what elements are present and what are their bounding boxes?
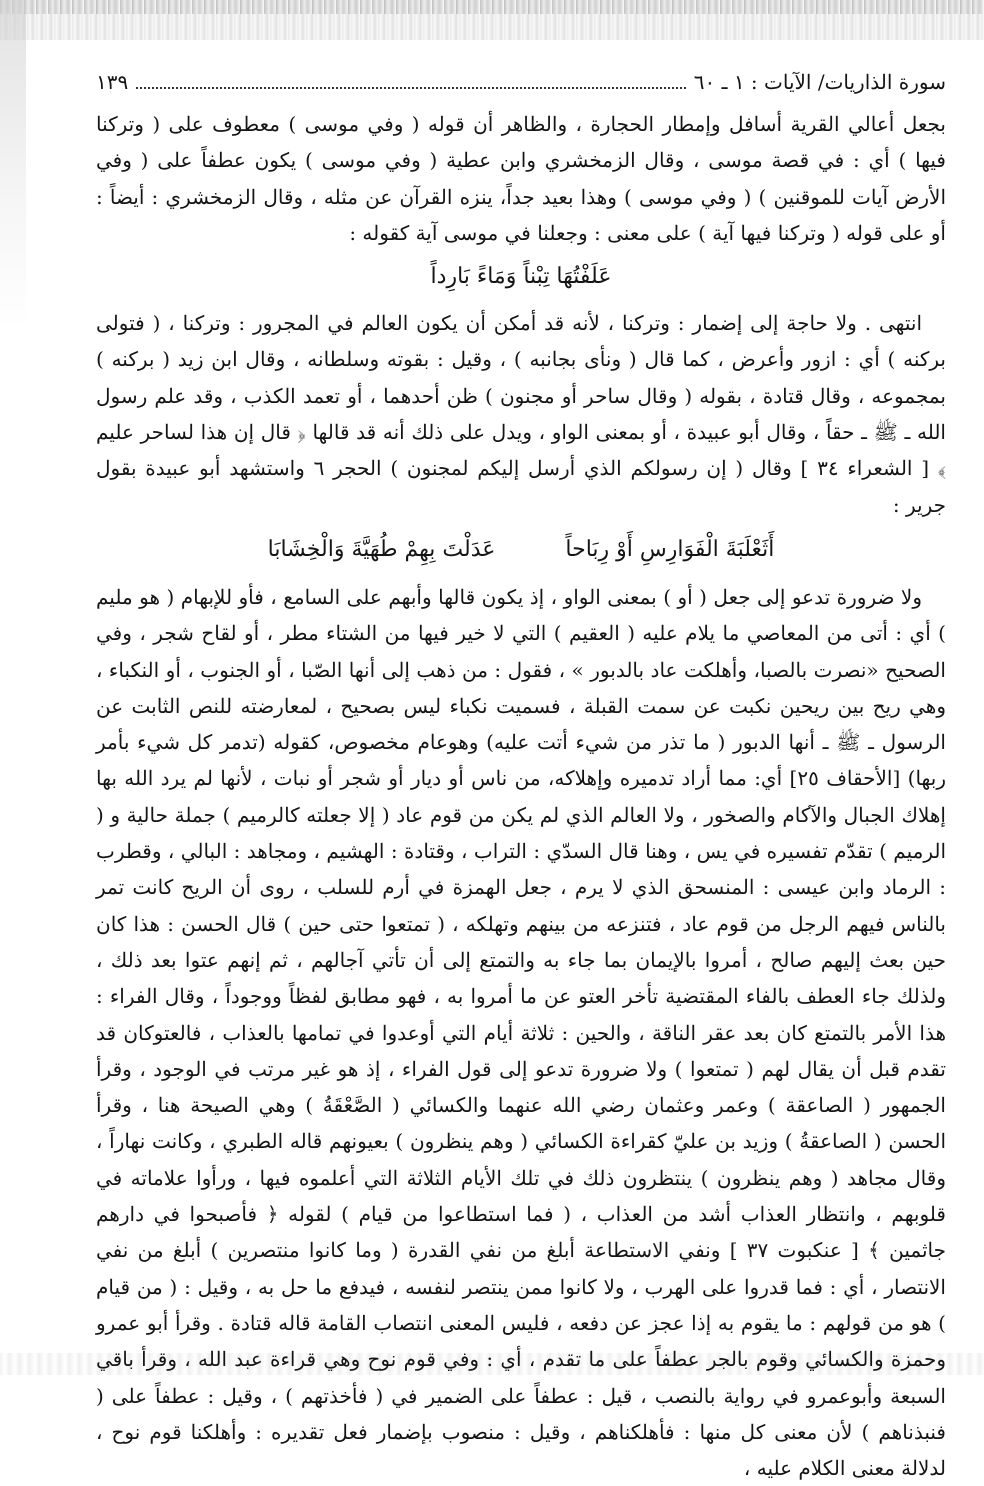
- header-title: سورة الذاريات/ الآيات : ١ ـ ٦٠: [693, 70, 946, 94]
- paragraph-3: ولا ضرورة تدعو إلى جعل ( أو ) بمعنى الواو ، إذ يكون قالها وأبهم على السامع ، فأو للإبهام ( هو مليم ) أي : أتى من المعاصي ما يلام عليه ( العقيم ) التي لا خير فيها من الشتاء مطر ، أو لقاح شجر ، وفي الصحيح «نصرت بالصبا، وأهلكت عاد بالدبور » ، فقول : من ذهب إلى أنها الصّبا ، أو الجنوب ، أو النكباء ، وهي ريح بين ريحين نكبت عن سمت القبلة ، فسميت نكباء ليس بصحيح ، لمعارضته للنص الثابت عن الرسول ـ ﷺ ـ أنها الدبور ( ما تذر من شيء أتت عليه) وهوعام مخصوص، كقوله (تدمر كل شيء بأمر ربها) [الأحقاف ٢٥] أي: مما أراد تدميره وإهلاكه، من ناس أو ديار أو شجر أو نبات ، لأنها لم يرد الله بها إهلاك الجبال والآكام والصخور ، ولا العالم الذي لم يكن من قوم عاد ( إلا جعلته كالرميم ) جملة حالية و ( الرميم ) تقدّم تفسيره في يس ، وهنا قال السدّي : التراب ، وقتادة : الهشيم ، ومجاهد : البالي ، وقطرب : الرماد وابن عيسى : المنسحق الذي لا يرم ، جعل الهمزة في أرم للسلب ، روى أن الريح كانت تمر بالناس فيهم الرجل من قوم عاد ، فتنزعه من بينهم وتهلكه ، ( تمتعوا حتى حين ) قال الحسن : هذا كان حين بعث إليهم صالح ، أمروا بالإيمان بما جاء به والتمتع إلى أن تأتي آجالهم ، ثم إنهم عتوا بعد ذلك ، ولذلك جاء العطف بالفاء المقتضية تأخر العتو عن ما أمروا به ، فهو مطابق لفظاً ووجوداً ، وقال الفراء : هذا الأمر بالتمتع كان بعد عقر الناقة ، والحين : ثلاثة أيام التي أوعدوا في تمامها بالعذاب ، فالعتوكان قد تقدم قبل أن يقال لهم ( تمتعوا ) ولا ضرورة تدعو إلى قول الفراء ، إذ هو غير مرتب في الوجود ، وقرأ الجمهور ( الصاعقة ) وعمر وعثمان رضي الله عنهما والكسائي ( الصَّعْقَةُ ) وهي الصيحة هنا ، وقرأ الحسن ( الصاعقةُ ) وزيد بن عليّ كقراءة الكسائي ( وهم ينظرون ) بعيونهم قاله الطبري ، وكانت نهاراً ، وقال مجاهد ( وهم ينظرون ) ينتظرون ذلك في تلك الأيام الثلاثة التي أعلموه فيها ، ورأوا علاماته في قلوبهم ، وانتظار العذاب أشد من العذاب ، ( فما استطاعوا من قيام ) لقوله ﴿ فأصبحوا في دارهم جاثمين ﴾ [ عنكبوت ٣٧ ] ونفي الاستطاعة أبلغ من نفي القدرة ( وما كانوا منتصرين ) أبلغ من نفي الانتصار ، أي : فما قدروا على الهرب ، ولا كانوا ممن ينتصر لنفسه ، فيدفع ما حل به ، وقيل : ( من قيام ) هو من قولهم : ما يقوم به إذا عجز عن دفعه ، فليس المعنى انتصاب القامة قاله قتادة . وقرأ أبو عمرو وحمزة والكسائي وقوم بالجر عطفاً على ما تقدم ، أي : وفي قوم نوح وهي قراءة عبد الله ، وقرأ باقي السبعة وأبوعمرو في رواية بالنصب ، قيل : عطفاً على الضمير في ( فأخذتهم ) ، وقيل : عطفاً على ( فنبذناهم ) لأن معنى كل منها : فأهلكناهم ، وقيل : منصوب بإضمار فعل تقديره : وأهلكنا قوم نوح ، لدلالة معنى الكلام عليه ،: [96, 584, 947, 1481]
- poetry-verse-2: [96, 525, 946, 575]
- paragraph-2: انتهى . ولا حاجة إلى إضمار : وتركنا ، لأنه قد أمكن أن يكون العالم في المجرور : وتركنا ، ( فتولى بركنه ) أي : ازور وأعرض ، كما قال ( ونأى بجانبه ) ، وقيل : بقوته وسلطانه ، وقال ابن زيد ( بركنه ) بمجموعه ، وقال قتادة ، بقوله ( وقال ساحر أو مجنون ) ظن أحدهما ، أو تعمد الكذب ، وقد علم رسول الله ـ ﷺ ـ حقاً ، وقال أبو عبيدة ، أو بمعنى الواو ، ويدل على ذلك أنه قد قالها ﴿ قال إن هذا لساحر عليم ﴾ [ الشعراء ٣٤ ] وقال ( إن رسولكم الذي أرسل إليكم لمجنون ) الحجر ٦ واستشهد أبو عبيدة بقول جرير :: [96, 311, 947, 517]
- page-number: ١٣٩: [96, 70, 129, 94]
- scan-border-ornament: [0, 0, 984, 14]
- running-header: [96, 70, 946, 106]
- paragraph-1: بجعل أعالي القرية أسافل وإمطار الحجارة ، والظاهر أن قوله ( وفي موسى ) معطوف على ( وتركنا فيها ) أي : في قصة موسى ، وقال الزمخشري وابن عطية ( وفي موسى ) يكون عطفاً على ( وفي الأرض آيات للموقنين ) ( وفي موسى ) وهذا بعيد جداً، ينزه القرآن عن مثله ، وقال الزمخشري : أيضاً : أو على قوله ( وتركنا فيها آية ) على معنى : وجعلنا في موسى آية كقوله :: [96, 112, 946, 245]
- verse-second-hemistich: عَدَلْتَ بِهِمْ طُهَيَّةَ وَالْخِشَابَا: [267, 536, 496, 562]
- poetry-verse-1: عَلَفْتُهَا تِبْناً وَمَاءً بَارِداً: [430, 264, 612, 290]
- scan-border-left: [0, 0, 26, 330]
- header-dot-leader: [136, 75, 686, 89]
- book-page: [96, 70, 946, 1486]
- verse-first-hemistich: أَثَعْلَبَةَ الْفَوَارِسِ أَوْ رِبَاحاً: [565, 536, 775, 562]
